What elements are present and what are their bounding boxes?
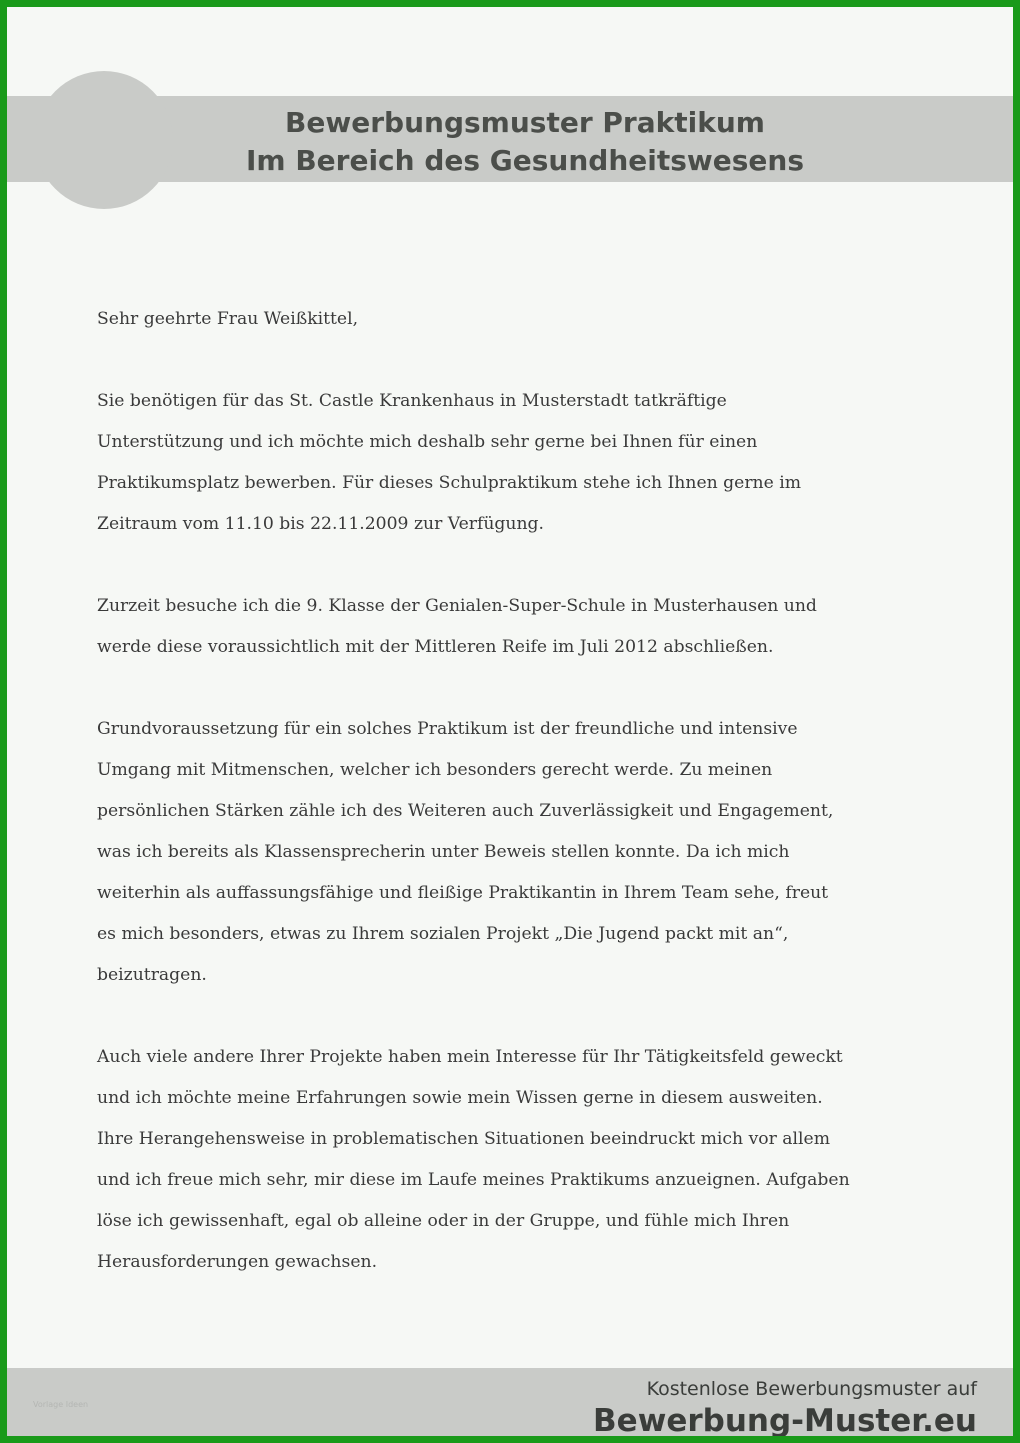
paragraph-line: beizutragen. — [97, 965, 207, 985]
paragraph-line: Auch viele andere Ihrer Projekte haben mein Interesse für Ihr Tätigkeitsfeld geweckt — [97, 1047, 843, 1067]
paragraph-1 — [97, 381, 937, 545]
paragraph-line: Zurzeit besuche ich die 9. Klasse der Genialen-Super-Schule in Musterhausen und — [97, 596, 817, 616]
paragraph-line: Zeitraum vom 11.10 bis 22.11.2009 zur Verfügung. — [97, 514, 545, 534]
paragraph-4 — [97, 1037, 937, 1283]
paragraph-2 — [97, 586, 937, 668]
salutation: Sehr geehrte Frau Weißkittel, — [97, 309, 359, 329]
page-title — [7, 104, 1020, 180]
title-line-2: Im Bereich des Gesundheitswesens — [245, 144, 805, 177]
paragraph-line: Ihre Herangehensweise in problematischen Situationen beeindruckt mich vor allem — [97, 1129, 831, 1149]
paragraph-line: und ich möchte meine Erfahrungen sowie mein Wissen gerne in diesem ausweiten. — [97, 1088, 823, 1108]
paragraph-line: Grundvoraussetzung für ein solches Praktikum ist der freundliche und intensive — [97, 719, 798, 739]
footer-site-name: Bewerbung-Muster.eu — [593, 1403, 977, 1439]
title-line-1: Bewerbungsmuster Praktikum — [285, 106, 765, 139]
paragraph-line: löse ich gewissenhaft, egal ob alleine oder in der Gruppe, und fühle mich Ihren — [97, 1211, 790, 1231]
footer-watermark: Vorlage Ideen — [33, 1400, 89, 1409]
paragraph-line: weiterhin als auffassungsfähige und fleißige Praktikantin in Ihrem Team sehe, freut — [97, 883, 829, 903]
footer-tagline: Kostenlose Bewerbungsmuster auf — [646, 1378, 977, 1400]
paragraph-line: Praktikumsplatz bewerben. Für dieses Schulpraktikum stehe ich Ihnen gerne im — [97, 473, 802, 493]
paragraph-line: werde diese voraussichtlich mit der Mittleren Reife im Juli 2012 abschließen. — [97, 637, 774, 657]
paragraph-3 — [97, 709, 937, 996]
paragraph-line: Unterstützung und ich möchte mich deshalb sehr gerne bei Ihnen für einen — [97, 432, 758, 452]
paragraph-line: Herausforderungen gewachsen. — [97, 1252, 378, 1272]
paragraph-line: persönlichen Stärken zähle ich des Weiteren auch Zuverlässigkeit und Engagement, — [97, 801, 834, 821]
paragraph-line: Umgang mit Mitmenschen, welcher ich besonders gerecht werde. Zu meinen — [97, 760, 773, 780]
paragraph-line: und ich freue mich sehr, mir diese im Laufe meines Praktikums anzueignen. Aufgaben — [97, 1170, 850, 1190]
letter-body — [97, 299, 937, 1283]
paragraph-line: Sie benötigen für das St. Castle Krankenhaus in Musterstadt tatkräftige — [97, 391, 727, 411]
paragraph-line: es mich besonders, etwas zu Ihrem sozialen Projekt „Die Jugend packt mit an“, — [97, 924, 789, 944]
paragraph-line: was ich bereits als Klassensprecherin unter Beweis stellen konnte. Da ich mich — [97, 842, 790, 862]
